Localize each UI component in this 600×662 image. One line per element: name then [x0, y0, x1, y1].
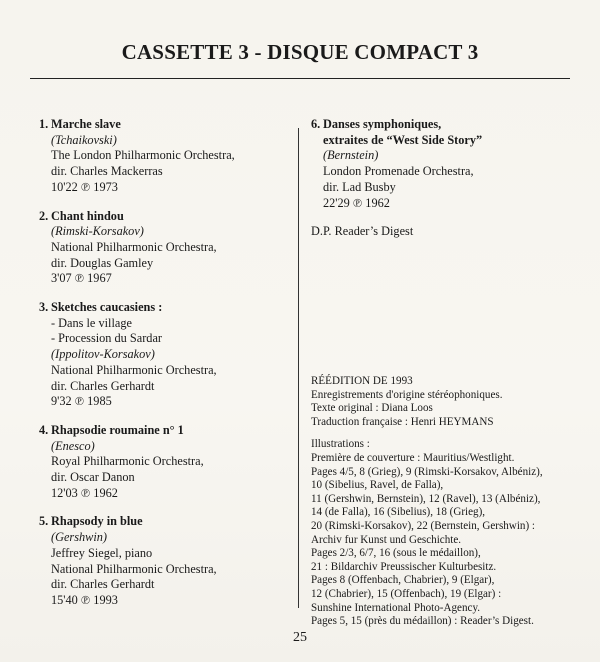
track-composer: (Bernstein): [323, 148, 379, 163]
track-conductor: dir. Charles Gerhardt: [51, 378, 155, 393]
track-number: 1.: [39, 117, 49, 131]
track-title-cont: extraites de “West Side Story”: [323, 132, 483, 147]
track-performer: National Philharmonic Orchestra,: [51, 561, 217, 576]
credit-line: Pages 5, 15 (près du médaillon) : Reader’s Digest.: [311, 615, 534, 628]
track-4: [39, 423, 289, 502]
track-6: [311, 117, 571, 211]
page-title: CASSETTE 3 - DISQUE COMPACT 3: [121, 40, 479, 64]
track-duration: 15'40 ℗ 1993: [51, 592, 118, 607]
credit-line: Traduction française : Henri HEYMANS: [311, 415, 494, 428]
track-number: 3.: [39, 300, 49, 315]
track-soloist: Jeffrey Siegel, piano: [51, 545, 153, 560]
track-duration: 9'32 ℗ 1985: [51, 394, 112, 409]
track-conductor: dir. Oscar Danon: [51, 470, 135, 485]
credit-line: 12 (Chabrier), 15 (Offenbach), 19 (Elgar) :: [311, 587, 502, 600]
track-number: 4.: [39, 422, 49, 437]
tracklist-right: [311, 117, 571, 240]
credit-line: Enregistrements d'origine stéréophoniques.: [311, 388, 503, 401]
credit-line: 21 : Bildarchiv Preussischer Kulturbesitz.: [311, 560, 497, 573]
credits-block: [311, 375, 586, 629]
track-5: [39, 514, 289, 608]
track-number: 2.: [39, 208, 49, 223]
track-movement: - Procession du Sardar: [51, 331, 289, 347]
reissue-line: RÉÉDITION DE 1993: [311, 375, 413, 387]
tracklist-left: [39, 117, 289, 622]
track-performer: National Philharmonic Orchestra,: [51, 239, 217, 254]
credit-line: 20 (Rimski-Korsakov), 22 (Bernstein, Gershwin) :: [311, 519, 535, 532]
illustrations-heading: Illustrations :: [311, 438, 370, 451]
track-duration: 10'22 ℗ 1973: [51, 179, 118, 194]
track-performer: London Promenade Orchestra,: [323, 164, 474, 179]
track-number: 5.: [39, 514, 49, 529]
track-title: Sketches caucasiens :: [51, 300, 163, 315]
credit-line: Archiv fur Kunst und Geschichte.: [311, 533, 462, 546]
track-conductor: dir. Charles Gerhardt: [51, 577, 155, 592]
track-title: Rhapsody in blue: [51, 514, 143, 529]
track-conductor: dir. Douglas Gamley: [51, 255, 154, 270]
track-title: Chant hindou: [51, 208, 124, 223]
track-conductor: dir. Lad Busby: [323, 179, 396, 194]
credit-line: Sunshine International Photo-Agency.: [311, 601, 481, 614]
page-number: 25: [293, 630, 307, 645]
track-number: 6.: [311, 117, 321, 131]
credit-line: 11 (Gershwin, Bernstein), 12 (Ravel), 13 (Albéniz),: [311, 492, 541, 505]
track-performer: National Philharmonic Orchestra,: [51, 362, 217, 377]
credit-line: Texte original : Diana Loos: [311, 402, 433, 415]
credit-line: 10 (Sibelius, Ravel, de Falla),: [311, 479, 444, 492]
column-divider: [298, 128, 299, 608]
track-conductor: dir. Charles Mackerras: [51, 164, 163, 179]
title-rule: [30, 78, 570, 79]
credit-line: Pages 4/5, 8 (Grieg), 9 (Rimski-Korsakov, Albéniz),: [311, 465, 543, 478]
credit-line: 14 (de Falla), 16 (Sibelius), 18 (Grieg),: [311, 506, 486, 519]
credit-line: Pages 2/3, 6/7, 16 (sous le médaillon),: [311, 547, 481, 560]
track-duration: 22'29 ℗ 1962: [323, 195, 390, 210]
track-performer: Royal Philharmonic Orchestra,: [51, 454, 204, 469]
credit-line: Pages 8 (Offenbach, Chabrier), 9 (Elgar),: [311, 574, 495, 587]
credit-line: Première de couverture : Mauritius/Westlight.: [311, 451, 515, 464]
track-composer: (Rimski-Korsakov): [51, 224, 144, 239]
track-title: Marche slave: [51, 117, 121, 131]
track-2: [39, 209, 289, 288]
track-performer: The London Philharmonic Orchestra,: [51, 148, 235, 163]
track-title: Danses symphoniques,: [323, 117, 442, 131]
track-duration: 3'07 ℗ 1967: [51, 271, 112, 286]
track-duration: 12'03 ℗ 1962: [51, 485, 118, 500]
track-title: Rhapsodie roumaine n° 1: [51, 422, 184, 437]
track-3: [39, 300, 289, 410]
dp-credit: D.P. Reader’s Digest: [311, 224, 414, 239]
track-composer: (Tchaikovski): [51, 132, 117, 147]
track-composer: (Ippolitov-Korsakov): [51, 347, 155, 362]
track-movement: - Dans le village: [51, 316, 289, 332]
track-composer: (Gershwin): [51, 530, 108, 545]
track-1: [39, 117, 289, 196]
track-composer: (Enesco): [51, 438, 95, 453]
